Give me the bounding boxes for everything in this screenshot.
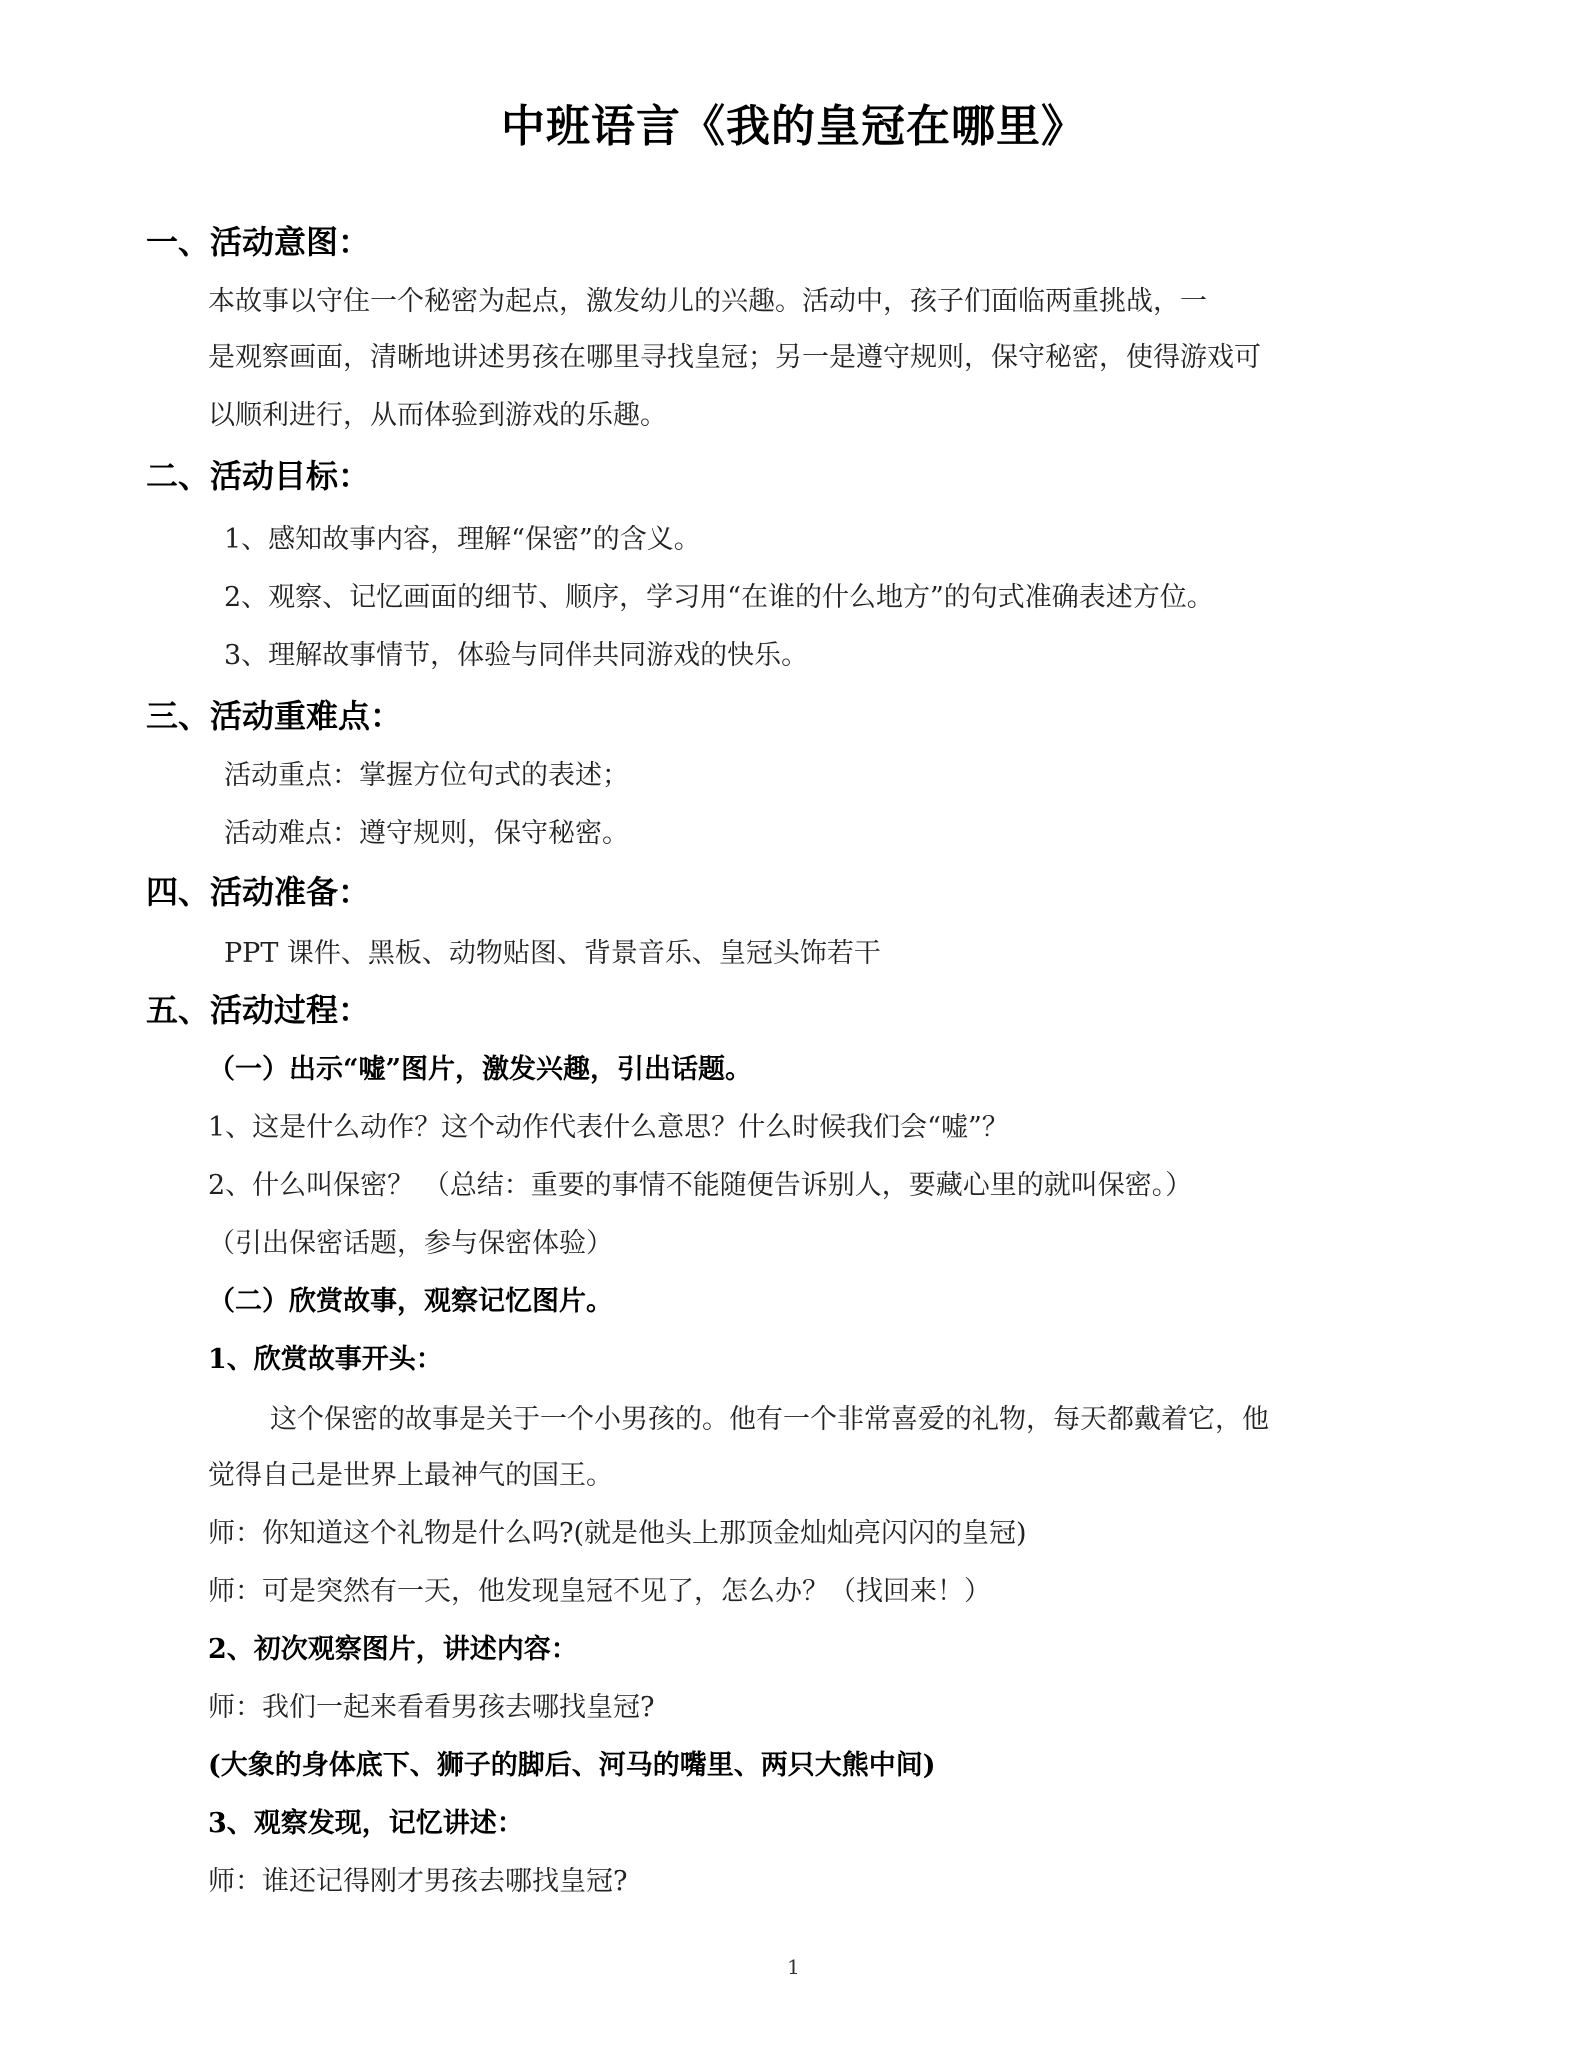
subheading-first-observation: 2、初次观察图片，讲述内容：: [208, 1634, 578, 1665]
teacher-line: 师：你知道这个礼物是什么吗?(就是他头上那顶金灿灿亮闪闪的皇冠): [208, 1518, 1027, 1549]
process-line: （引出保密话题，参与保密体验）: [208, 1228, 613, 1259]
page-number: 1: [787, 1955, 800, 1979]
process-line: 2、什么叫保密？ （总结：重要的事情不能随便告诉别人，要藏心里的就叫保密。）: [208, 1170, 1193, 1201]
paragraph-line: 以顺利进行，从而体验到游戏的乐趣。: [208, 400, 667, 431]
teacher-line: 师：我们一起来看看男孩去哪找皇冠?: [208, 1692, 655, 1723]
preparation-items: PPT 课件、黑板、动物贴图、背景音乐、皇冠头饰若干: [224, 938, 881, 969]
subheading-step-1: （一）出示“嘘”图片，激发兴趣，引出话题。: [208, 1054, 753, 1085]
subheading-story-opening: 1、欣赏故事开头：: [208, 1344, 443, 1375]
teacher-line: 师：可是突然有一天，他发现皇冠不见了，怎么办？（找回来！）: [208, 1576, 991, 1607]
paragraph-line: 是观察画面，清晰地讲述男孩在哪里寻找皇冠；另一是遵守规则，保守秘密，使得游戏可: [208, 342, 1261, 373]
answer-line: (大象的身体底下、狮子的脚后、河马的嘴里、两只大熊中间): [208, 1750, 936, 1781]
teacher-line: 师：谁还记得刚才男孩去哪找皇冠?: [208, 1866, 628, 1897]
section-heading-process: 五、活动过程：: [146, 991, 371, 1029]
goal-item: 3、理解故事情节，体验与同伴共同游戏的快乐。: [224, 640, 809, 671]
key-point: 活动重点：掌握方位句式的表述；: [224, 760, 629, 791]
story-line: 这个保密的故事是关于一个小男孩的。他有一个非常喜爱的礼物，每天都戴着它，他: [270, 1404, 1269, 1435]
section-heading-key-points: 三、活动重难点：: [146, 697, 403, 735]
story-line: 觉得自己是世界上最神气的国王。: [208, 1460, 613, 1491]
section-heading-preparation: 四、活动准备：: [146, 873, 371, 911]
goal-item: 1、感知故事内容，理解“保密”的含义。: [224, 524, 701, 555]
goal-item: 2、观察、记忆画面的细节、顺序，学习用“在谁的什么地方”的句式准确表述方位。: [224, 582, 1214, 613]
subheading-step-2: （二）欣赏故事，观察记忆图片。: [208, 1286, 613, 1317]
process-line: 1、这是什么动作？这个动作代表什么意思？什么时候我们会“嘘”？: [208, 1112, 1009, 1143]
difficult-point: 活动难点：遵守规则，保守秘密。: [224, 818, 629, 849]
paragraph-line: 本故事以守住一个秘密为起点，激发幼儿的兴趣。活动中，孩子们面临两重挑战，一: [208, 286, 1207, 317]
document-title: 中班语言《我的皇冠在哪里》: [501, 101, 1086, 152]
section-heading-goals: 二、活动目标：: [146, 457, 371, 495]
section-heading-intent: 一、活动意图：: [146, 223, 371, 261]
subheading-memory-recall: 3、观察发现，记忆讲述：: [208, 1808, 524, 1839]
